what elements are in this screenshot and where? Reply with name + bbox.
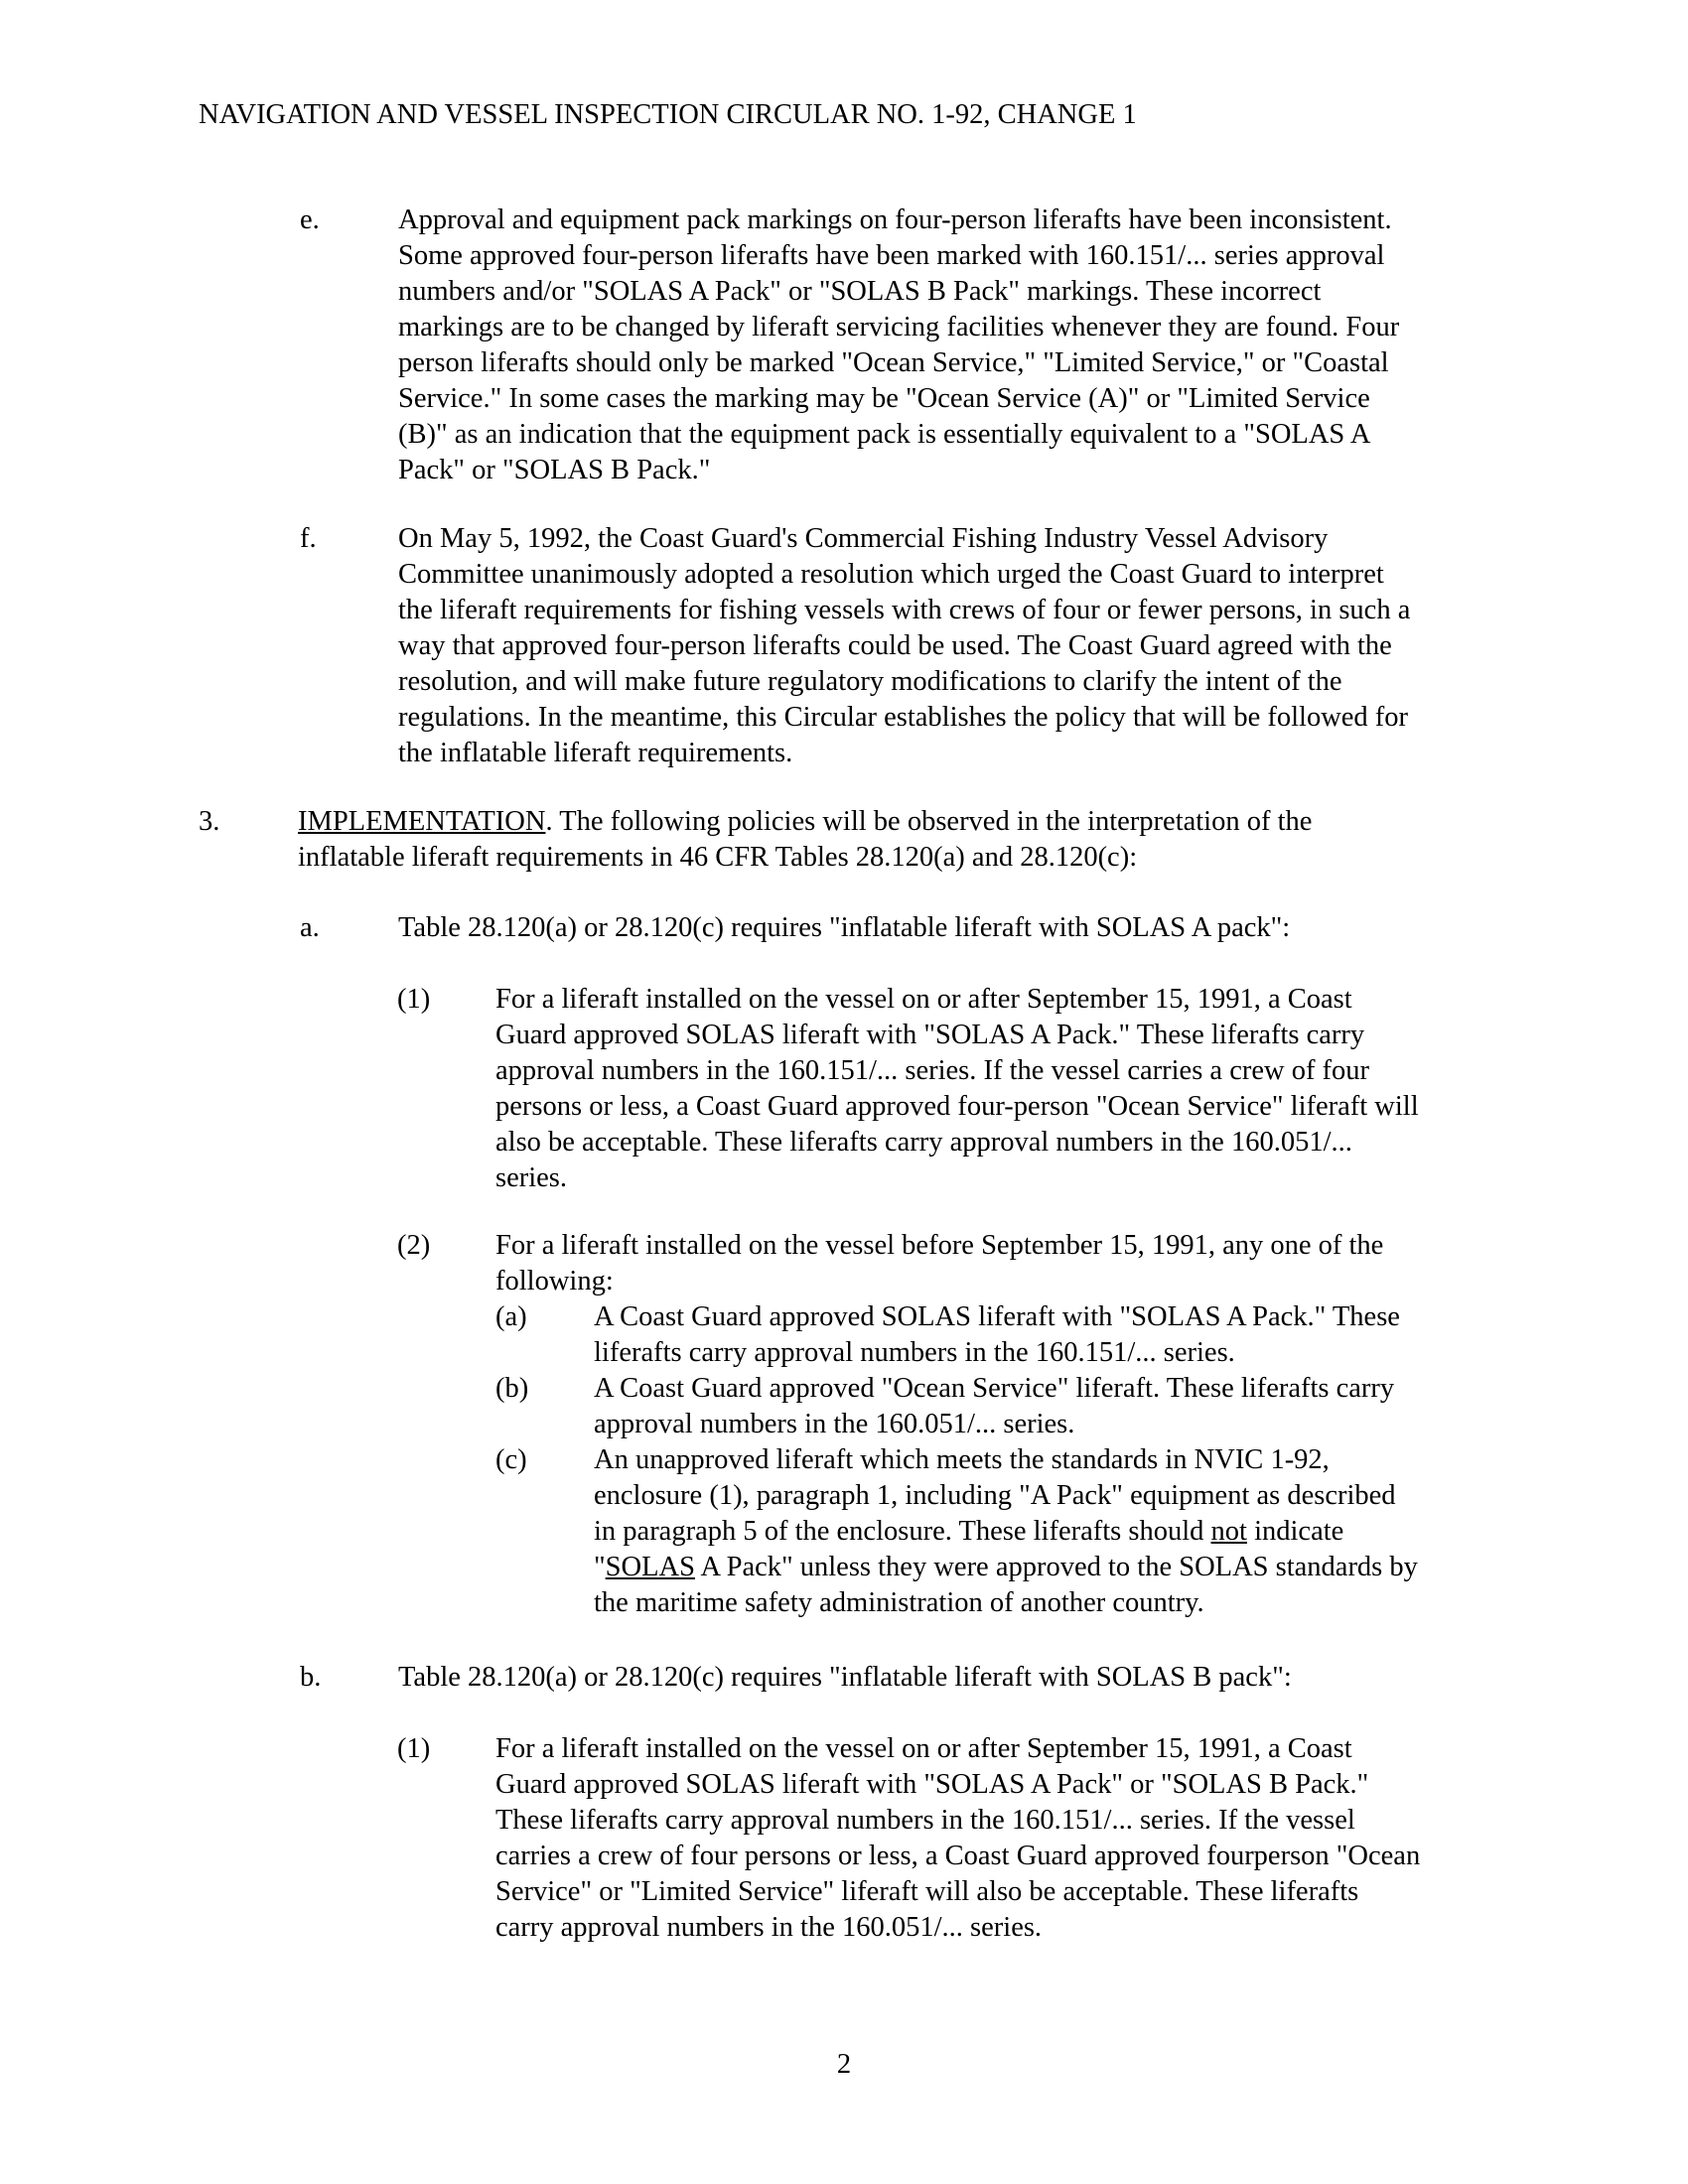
text-line: Committee unanimously adopted a resolution which urged the Coast Guard to interpret (398, 559, 1384, 590)
text-line: also be acceptable. These liferafts carry approval numbers in the 160.051/... (495, 1127, 1352, 1158)
text-line: Approval and equipment pack markings on four-person liferafts have been inconsistent. (398, 205, 1392, 235)
paragraph-text (495, 1228, 1383, 1299)
text-line: way that approved four-person liferafts could be used. The Coast Guard agreed with the (398, 630, 1392, 661)
text-line (594, 1514, 1418, 1550)
text-line: numbers and/or "SOLAS A Pack" or "SOLAS B Pack" markings. These incorrect (398, 276, 1322, 307)
paragraph-label: (2) (397, 1230, 431, 1261)
text-line: approval numbers in the 160.151/... series. If the vessel carries a crew of four (495, 1055, 1370, 1086)
text-line: approval numbers in the 160.051/... series. (594, 1409, 1075, 1439)
text-run: " (594, 1552, 606, 1582)
paragraph-label: (1) (397, 1733, 431, 1764)
text-line: (B)" as an indication that the equipment pack is essentially equivalent to a "SOLAS A (398, 419, 1371, 450)
text-line: These liferafts carry approval numbers in the 160.151/... series. If the vessel (495, 1805, 1355, 1836)
text-line: A Coast Guard approved SOLAS liferaft with "SOLAS A Pack." These (594, 1301, 1400, 1332)
text-line: enclosure (1), paragraph 1, including "A Pack" equipment as described (594, 1480, 1396, 1511)
page-number: 2 (836, 2049, 852, 2080)
paragraph-text (594, 1299, 1400, 1371)
section-text (298, 804, 1312, 876)
paragraph-text (594, 1442, 1418, 1621)
page-header: NAVIGATION AND VESSEL INSPECTION CIRCULAR NO. 1-92, CHANGE 1 (199, 99, 1137, 130)
paragraph-label: e. (300, 205, 320, 235)
text-line: liferafts carry approval numbers in the 160.151/... series. (594, 1337, 1235, 1368)
section-heading: IMPLEMENTATION (298, 806, 546, 837)
paragraph-label: (b) (495, 1373, 529, 1404)
paragraph-label: (a) (495, 1301, 527, 1332)
emphasis-solas: SOLAS (605, 1552, 695, 1582)
text-run: in paragraph 5 of the enclosure. These liferafts should (594, 1516, 1211, 1547)
paragraph-text (495, 982, 1419, 1196)
text-line: Guard approved SOLAS liferaft with "SOLAS A Pack." These liferafts carry (495, 1020, 1365, 1050)
text-line: resolution, and will make future regulatory modifications to clarify the intent of the (398, 666, 1342, 697)
text-run: indicate (1246, 1516, 1344, 1547)
text-line (298, 804, 1312, 840)
text-line: Table 28.120(a) or 28.120(c) requires "inflatable liferaft with SOLAS A pack": (398, 912, 1291, 943)
text-line: markings are to be changed by liferaft servicing facilities whenever they are found. Four (398, 312, 1400, 342)
paragraph-label: b. (300, 1662, 322, 1693)
text-line: following: (495, 1266, 614, 1297)
text-line: carries a crew of four persons or less, a Coast Guard approved fourperson "Ocean (495, 1841, 1421, 1871)
paragraph-text (594, 1371, 1394, 1442)
text-line: the maritime safety administration of another country. (594, 1587, 1204, 1618)
text-line: Service." In some cases the marking may be "Ocean Service (A)" or "Limited Service (398, 383, 1370, 414)
text-line: A Coast Guard approved "Ocean Service" liferaft. These liferafts carry (594, 1373, 1395, 1404)
text-line: series. (495, 1162, 568, 1193)
text-line: Pack" or "SOLAS B Pack." (398, 455, 711, 485)
paragraph-text (495, 1731, 1420, 1946)
text-line: An unapproved liferaft which meets the standards in NVIC 1-92, (594, 1444, 1330, 1475)
text-line: Some approved four-person liferafts have been marked with 160.151/... series approval (398, 240, 1385, 271)
text-line: For a liferaft installed on the vessel before September 15, 1991, any one of the (495, 1230, 1384, 1261)
text-run: A Pack" unless they were approved to the SOLAS standards by (694, 1552, 1418, 1582)
text-line: inflatable liferaft requirements in 46 CFR Tables 28.120(a) and 28.120(c): (298, 842, 1138, 873)
text-line: Service" or "Limited Service" liferaft will also be acceptable. These liferafts (495, 1876, 1359, 1907)
text-line: For a liferaft installed on the vessel on or after September 15, 1991, a Coast (495, 984, 1352, 1015)
paragraph-label: a. (300, 912, 320, 943)
text-line: carry approval numbers in the 160.051/... series. (495, 1912, 1043, 1943)
paragraph-text (398, 521, 1410, 771)
text-line: person liferafts should only be marked "Ocean Service," "Limited Service," or "Coastal (398, 347, 1389, 378)
text-line: On May 5, 1992, the Coast Guard's Commercial Fishing Industry Vessel Advisory (398, 523, 1329, 554)
text-line: Table 28.120(a) or 28.120(c) requires "inflatable liferaft with SOLAS B pack": (398, 1662, 1292, 1693)
text-line: persons or less, a Coast Guard approved four-person "Ocean Service" liferaft will (495, 1091, 1419, 1122)
paragraph-text (398, 910, 1290, 946)
paragraph-label: f. (300, 523, 317, 554)
text-line: regulations. In the meantime, this Circular establishes the policy that will be followed for (398, 702, 1409, 733)
paragraph-text (398, 203, 1399, 488)
paragraph-label: (1) (397, 984, 431, 1015)
text-line: Guard approved SOLAS liferaft with "SOLAS A Pack" or "SOLAS B Pack." (495, 1769, 1369, 1800)
text-line: the liferaft requirements for fishing vessels with crews of four or fewer persons, in such a (398, 595, 1411, 625)
paragraph-label: (c) (495, 1444, 527, 1475)
text-line: the inflatable liferaft requirements. (398, 738, 793, 768)
paragraph-text (398, 1660, 1292, 1696)
text-run: . The following policies will be observed in the interpretation of the (545, 806, 1313, 837)
section-label: 3. (199, 806, 220, 837)
emphasis-not: not (1210, 1516, 1247, 1547)
text-line: For a liferaft installed on the vessel on or after September 15, 1991, a Coast (495, 1733, 1352, 1764)
text-line (594, 1550, 1418, 1585)
